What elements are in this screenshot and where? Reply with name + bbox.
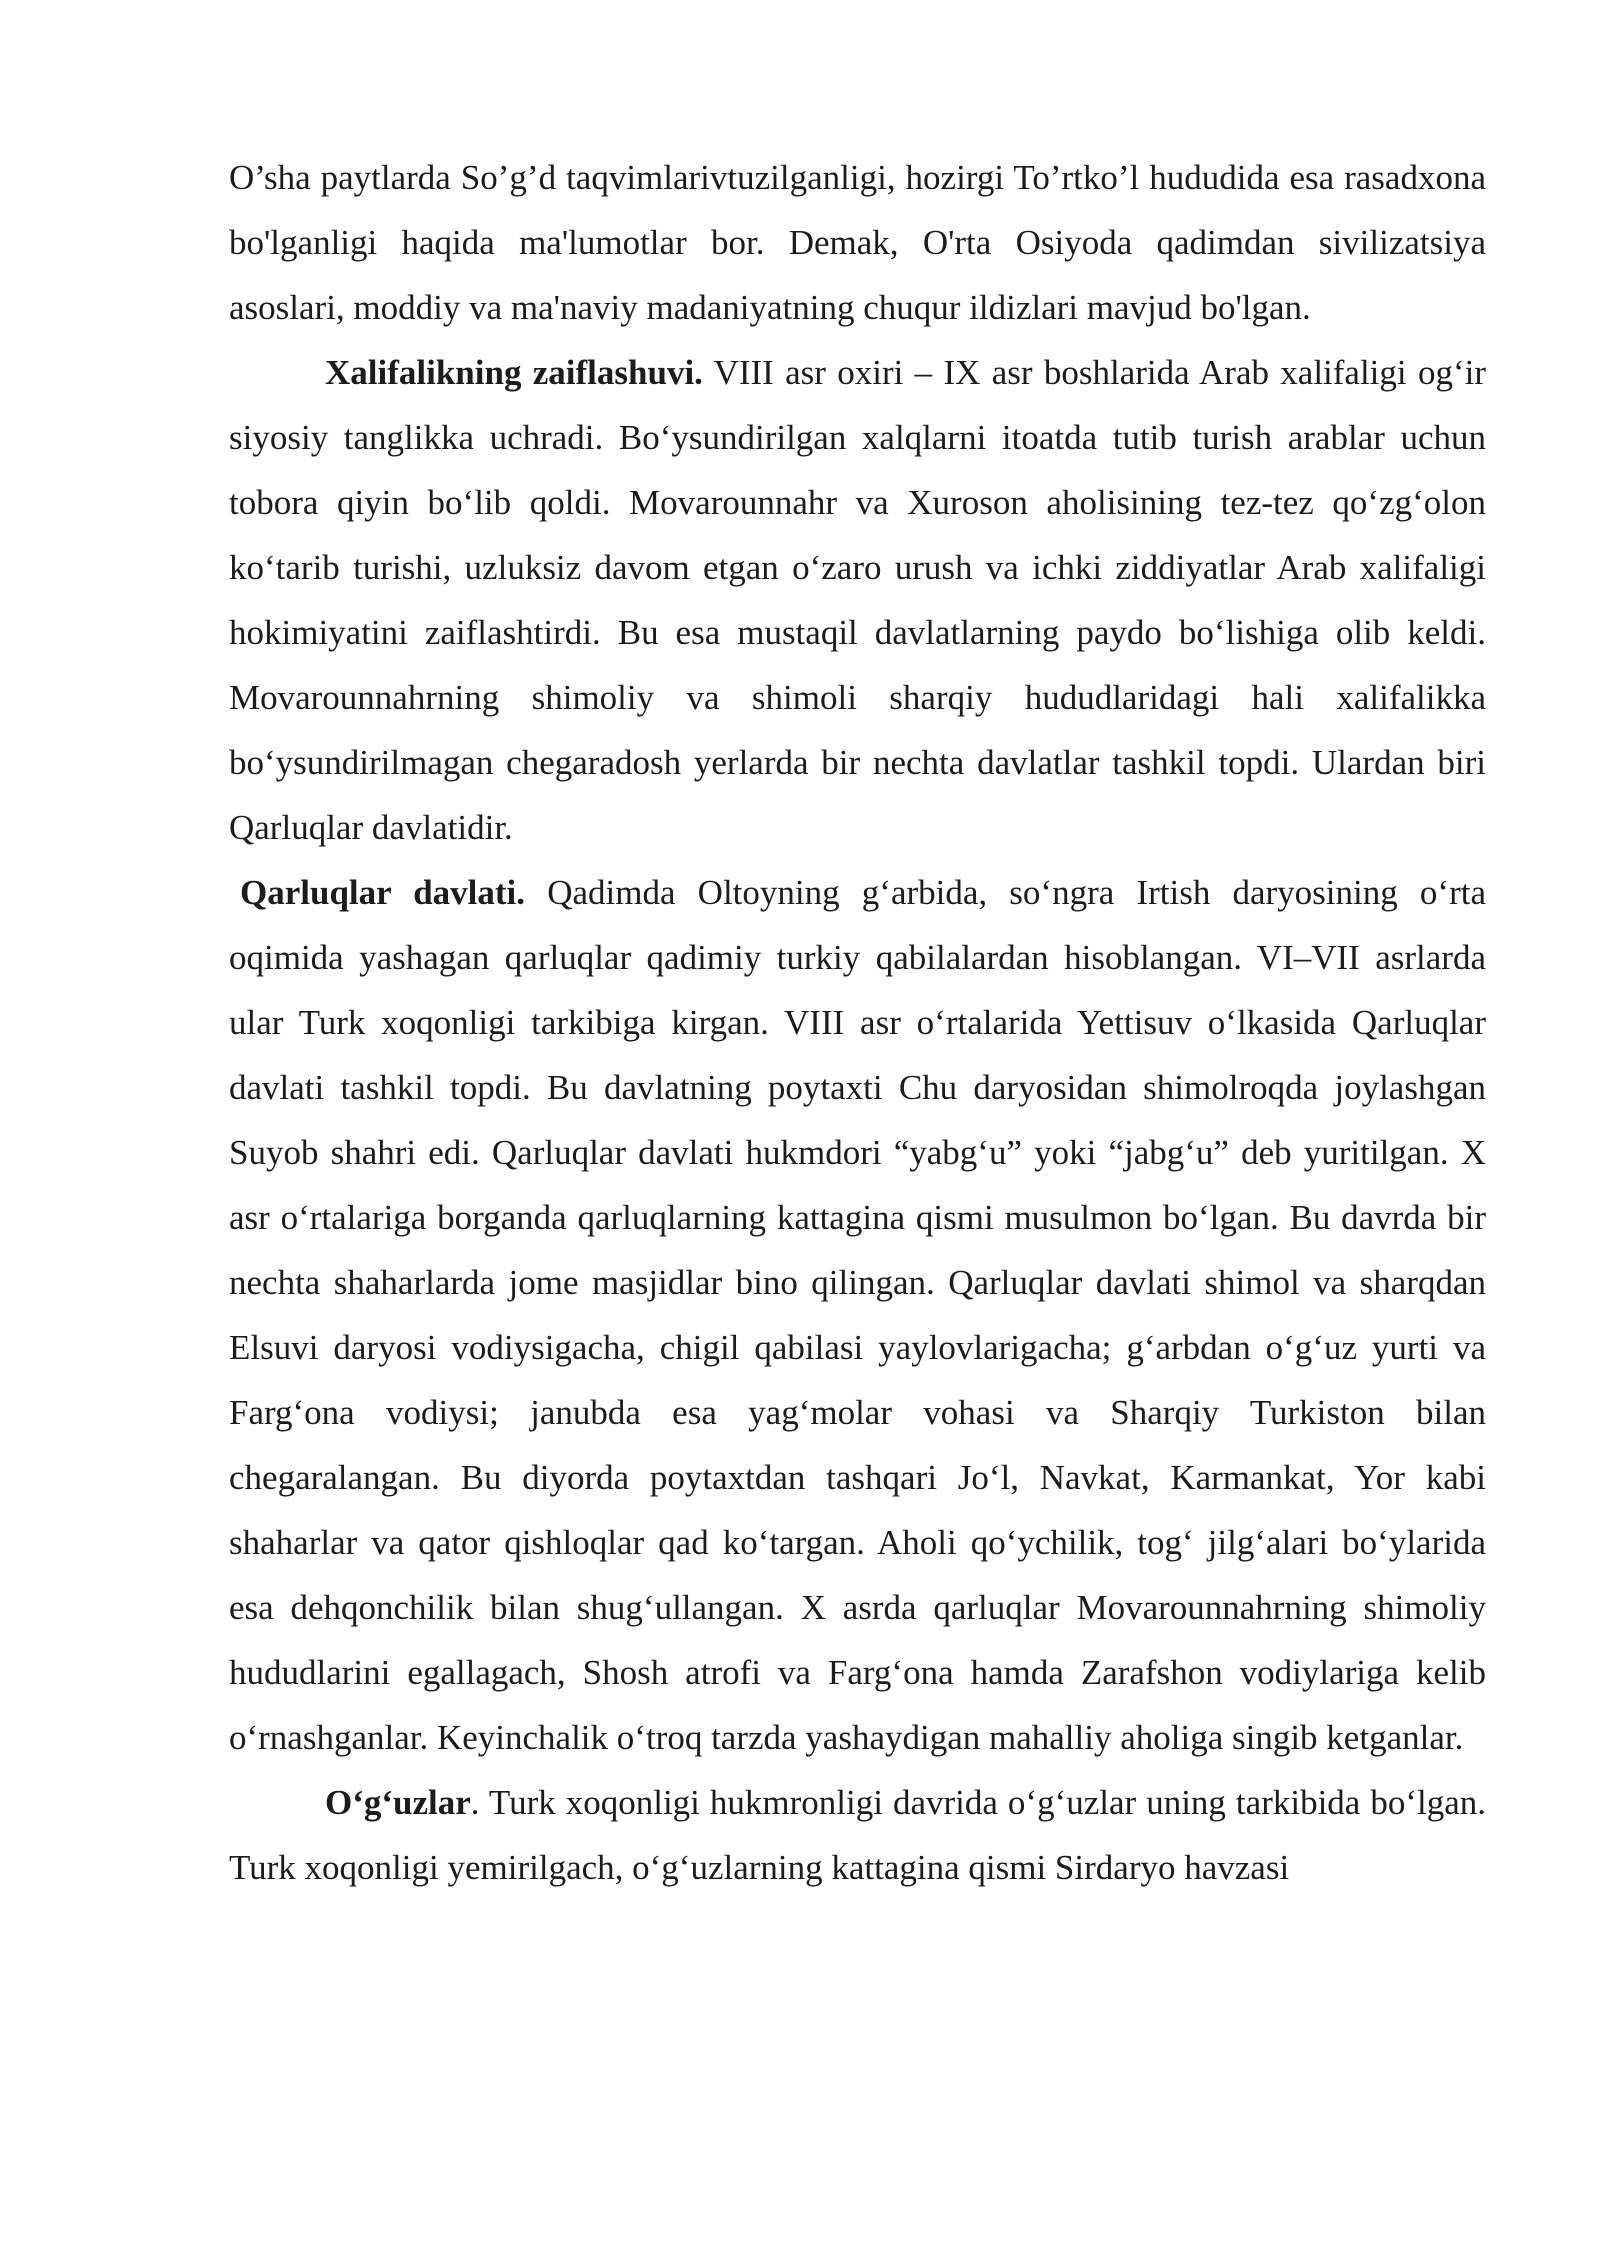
paragraph-xalifalik xyxy=(229,340,1486,860)
section-heading-qarluqlar: Qarluqlar davlati. xyxy=(240,873,526,912)
paragraph-text: Qadimda Oltoyning gʻarbida, soʻngra Irtish daryosining oʻrta oqimida yashagan qarluqlar qadimiy turkiy qabilalardan hisoblangan. VI–VII asrlarda ular Turk xoqonligi tarkibiga kirgan. VIII asr oʻrtalarida Yettisuv oʻlkasida Qarluqlar davlati tashkil topdi. Bu davlatning poytaxti Chu daryosidan shimolroqda joylashgan Suyob shahri edi. Qarluqlar davlati hukmdori “yabgʻu” yoki “jabgʻu” deb yuritilgan. X asr oʻrtalariga borganda qarluqlarning kattagina qismi musulmon boʻlgan. Bu davrda bir nechta shaharlarda jome masjidlar bino qilingan. Qarluqlar davlati shimol va sharqdan Elsuvi daryosi vodiysigacha, chigil qabilasi yaylovlarigacha; gʻarbdan oʻgʻuz yurti va Fargʻona vodiysi; janubda esa yagʻmolar vohasi va Sharqiy Turkiston bilan chegaralangan. Bu diyorda poytaxtdan tashqari Joʻl, Navkat, Karmankat, Yor kabi shaharlar va qator qishloqlar qad koʻtargan. Aholi qoʻychilik, togʻ jilgʻalari boʻylarida esa dehqonchilik bilan shugʻullangan. X asrda qarluqlar Movarounnahrning shimoliy hududlarini egallagach, Shosh atrofi va Fargʻona hamda Zarafshon vodiylariga kelib oʻrnashganlar. Keyinchalik oʻtroq tarzda yashaydigan mahalliy aholiga singib ketganlar. xyxy=(229,873,1486,1757)
paragraph-qarluqlar xyxy=(229,860,1486,1770)
paragraph-oguzlar xyxy=(229,1770,1486,1900)
document-page xyxy=(229,145,1486,1900)
section-heading-oguzlar: Oʻgʻuzlar xyxy=(325,1783,471,1822)
paragraph-text: O’sha paytlarda So’g’d taqvimlarivtuzilganligi, hozirgi To’rtko’l hududida esa rasadxona bo'lganligi haqida ma'lumotlar bor. Demak, O'rta Osiyoda qadimdan sivilizatsiya asoslari, moddiy va ma'naviy madaniyatning chuqur ildizlari mavjud bo'lgan. xyxy=(229,158,1486,327)
paragraph-text: VIII asr oxiri – IX asr boshlarida Arab xalifaligi ogʻir siyosiy tanglikka uchradi. Boʻysundirilgan xalqlarni itoatda tutib turish arablar uchun tobora qiyin boʻlib qoldi. Movarounnahr va Xuroson aholisining tez-tez qoʻzgʻolon koʻtarib turishi, uzluksiz davom etgan oʻzaro urush va ichki ziddiyatlar Arab xalifaligi hokimiyatini zaiflashtirdi. Bu esa mustaqil davlatlarning paydo boʻlishiga olib keldi. Movarounnahrning shimoliy va shimoli sharqiy hududlaridagi hali xalifalikka boʻysundirilmagan chegaradosh yerlarda bir nechta davlatlar tashkil topdi. Ulardan biri Qarluqlar davlatidir. xyxy=(229,353,1486,847)
paragraph-intro xyxy=(229,145,1486,340)
section-heading-xalifalik: Xalifalikning zaiflashuvi. xyxy=(325,353,703,392)
paragraph-text: . Turk xoqonligi hukmronligi davrida oʻgʻuzlar uning tarkibida boʻlgan. Turk xoqonligi yemirilgach, oʻgʻuzlarning kattagina qismi Sirdaryo havzasi xyxy=(229,1783,1486,1887)
